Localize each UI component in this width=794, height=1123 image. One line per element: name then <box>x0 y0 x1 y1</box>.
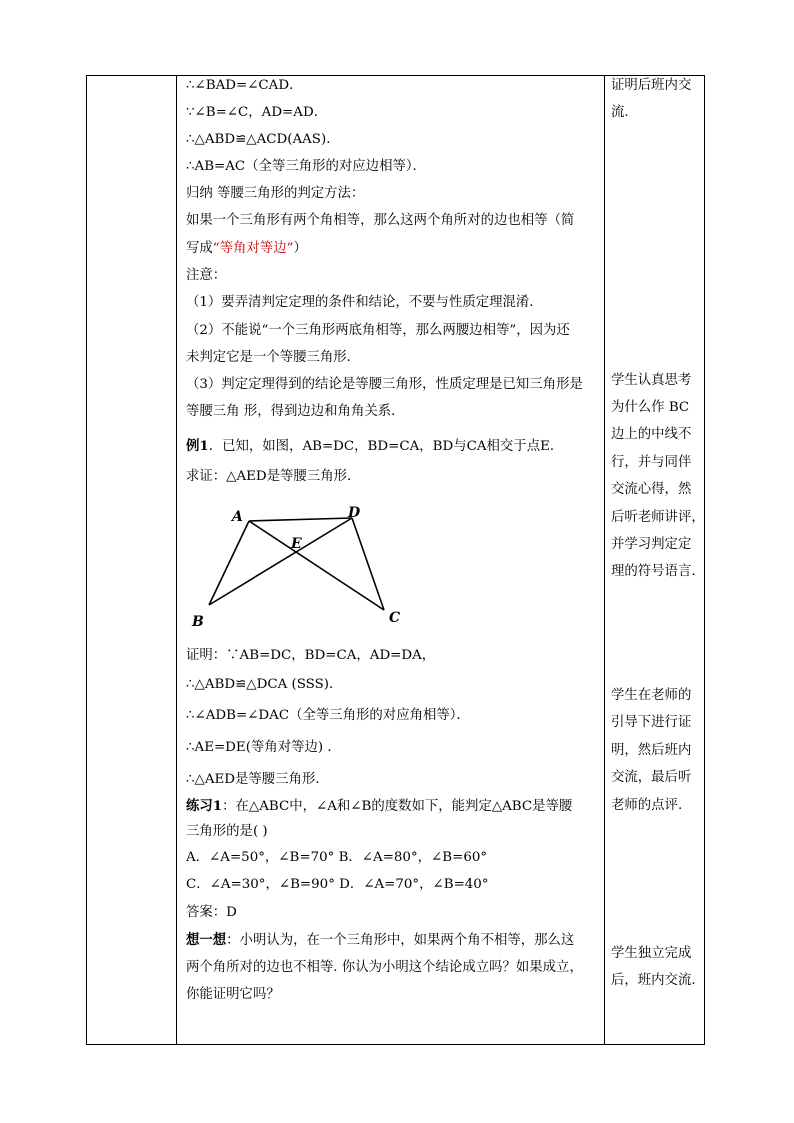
practice-text: ：在△ABC中，∠A和∠B的度数如下，能判定△ABC是等腰 <box>222 799 573 814</box>
proof-line: ∴△ABD≌△DCA (SSS)． <box>186 677 343 692</box>
label-b: B <box>192 614 204 630</box>
proof-line: 证明：∵AB=DC，BD=CA，AD=DA， <box>186 648 436 663</box>
text-line: ∴∠BAD=∠CAD． <box>186 78 303 93</box>
note-2a: （2）不能说“一个三角形两底角相等，那么两腰边相等”，因为还 <box>186 323 570 338</box>
note-title: 注意： <box>186 268 227 283</box>
activity-text: 后，班内交流. <box>611 973 696 988</box>
proof-line: ∴∠ADB=∠DAC（全等三角形的对应角相等）． <box>186 708 470 723</box>
activity-text: 证明后班内交 <box>611 78 692 93</box>
activity-text: 流. <box>611 105 629 120</box>
answer: 答案：D <box>186 905 237 920</box>
abbreviation-line <box>186 240 307 258</box>
note-2b: 未判定它是一个等腰三角形． <box>186 350 361 365</box>
segment-dc <box>352 518 384 610</box>
text-line: 如果一个三角形有两个角相等，那么这两个角所对的边也相等（简 <box>186 213 575 228</box>
activity-text: 学生在老师的 <box>611 688 692 703</box>
activity-text: 学生认真思考 <box>611 373 692 388</box>
summary-heading: 归纳 等腰三角形的判定方法： <box>186 186 365 201</box>
triangle-figure <box>186 500 426 630</box>
think-3: 你能证明它吗？ <box>186 987 280 1002</box>
column-divider-right <box>604 75 605 1045</box>
activity-text: 交流心得，然 <box>611 482 692 497</box>
example-label: 例1 <box>186 438 209 454</box>
activity-text: 交流，最后听 <box>611 770 692 785</box>
abbr-quote: “等角对等边” <box>212 241 294 256</box>
think-1 <box>186 931 574 950</box>
practice-line-2: 三角形的是( ) <box>186 824 268 839</box>
text-line: ∴AB=AC（全等三角形的对应边相等）． <box>186 159 426 174</box>
note-3a: （3）判定定理得到的结论是等腰三角形，性质定理是已知三角形是 <box>186 377 583 392</box>
activity-text: 理的符号语言. <box>611 564 696 579</box>
note-1: （1）要弄清判定定理的条件和结论，不要与性质定理混淆． <box>186 295 543 310</box>
options-cd: C．∠A=30°，∠B=90° D．∠A=70°，∠B=40° <box>186 877 489 892</box>
proof-line: ∴△AED是等腰三角形． <box>186 772 329 787</box>
column-divider-left <box>176 75 177 1045</box>
practice-label: 练习1 <box>186 798 223 814</box>
abbr-suffix: ） <box>293 241 307 256</box>
text-line: ∴△ABD≌△ACD(AAS)． <box>186 132 340 147</box>
activity-text: 并学习判定定 <box>611 537 692 552</box>
prove-statement: 求证：△AED是等腰三角形． <box>186 469 361 484</box>
think-text: ：小明认为，在一个三角形中，如果两个角不相等，那么这 <box>226 933 575 948</box>
abbr-prefix: 写成 <box>186 241 213 256</box>
activity-text: 引导下进行证 <box>611 715 692 730</box>
practice-1 <box>186 797 572 816</box>
example-text: ．已知，如图，AB=DC，BD=CA，BD与CA相交于点E． <box>208 439 564 454</box>
options-ab: A．∠A=50°，∠B=70° B．∠A=80°，∠B=60° <box>186 850 488 865</box>
note-3b: 等腰三角 形，得到边边和角角关系． <box>186 404 405 419</box>
label-a: A <box>232 509 243 525</box>
activity-text: 老师的点评. <box>611 798 683 813</box>
activity-text: 明，然后班内 <box>611 743 692 758</box>
segment-ac <box>249 521 384 610</box>
activity-text: 为什么作 BC <box>611 400 690 415</box>
label-d: D <box>348 505 361 521</box>
label-e: E <box>291 536 302 552</box>
label-c: C <box>389 610 401 626</box>
activity-text: 学生独立完成 <box>611 946 692 961</box>
example-1 <box>186 437 563 456</box>
segment-ad <box>249 518 352 521</box>
text-line: ∵∠B=∠C，AD=AD． <box>186 105 328 120</box>
activity-text: 后听老师讲评， <box>611 510 705 525</box>
activity-text: 行，并与同伴 <box>611 455 692 470</box>
activity-text: 边上的中线不 <box>611 427 692 442</box>
think-label: 想一想 <box>186 932 227 948</box>
think-2: 两个角所对的边也不相等. 你认为小明这个结论成立吗？如果成立， <box>186 960 583 975</box>
proof-line: ∴AE=DE(等角对等边) ． <box>186 740 341 755</box>
